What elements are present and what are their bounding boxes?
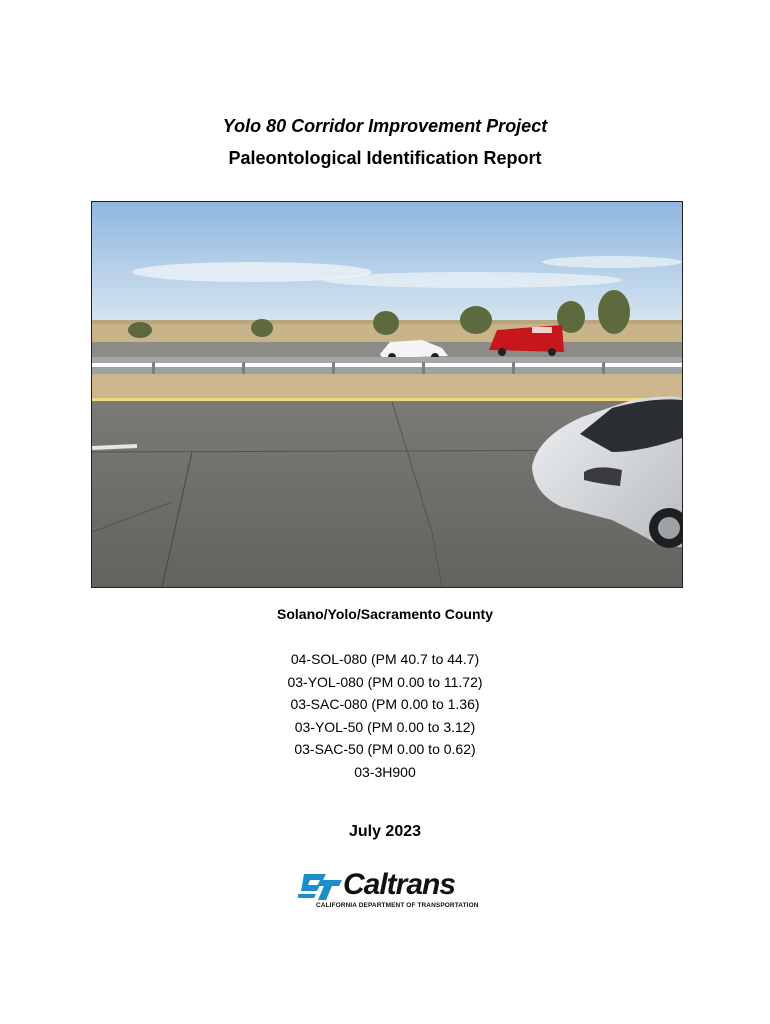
report-date: July 2023 [348,823,422,840]
route-item: 03-YOL-080 (PM 0.00 to 11.72) [287,673,483,690]
route-item: 04-SOL-080 (PM 40.7 to 44.7) [290,651,480,667]
route-item: 03-YOL-50 (PM 0.00 to 3.12) [294,718,476,735]
report-project-title: Yolo 80 Corridor Improvement Project [222,116,548,136]
caltrans-ct-icon [298,872,344,902]
caltrans-tagline: CALIFORNIA DEPARTMENT OF TRANSPORTATION [316,902,479,909]
report-subtitle: Paleontological Identification Report [228,148,542,168]
county-label: Solano/Yolo/Sacramento County [277,606,493,622]
project-id: 03-3H900 [354,763,416,780]
route-item: 03-SAC-50 (PM 0.00 to 0.62) [294,741,476,757]
route-list [0,648,770,783]
cover-photo-highway [91,201,683,588]
route-item: 03-SAC-080 (PM 0.00 to 1.36) [290,696,480,712]
caltrans-logo [298,866,479,916]
caltrans-wordmark: Caltrans [343,868,456,901]
guardrail [92,357,682,363]
